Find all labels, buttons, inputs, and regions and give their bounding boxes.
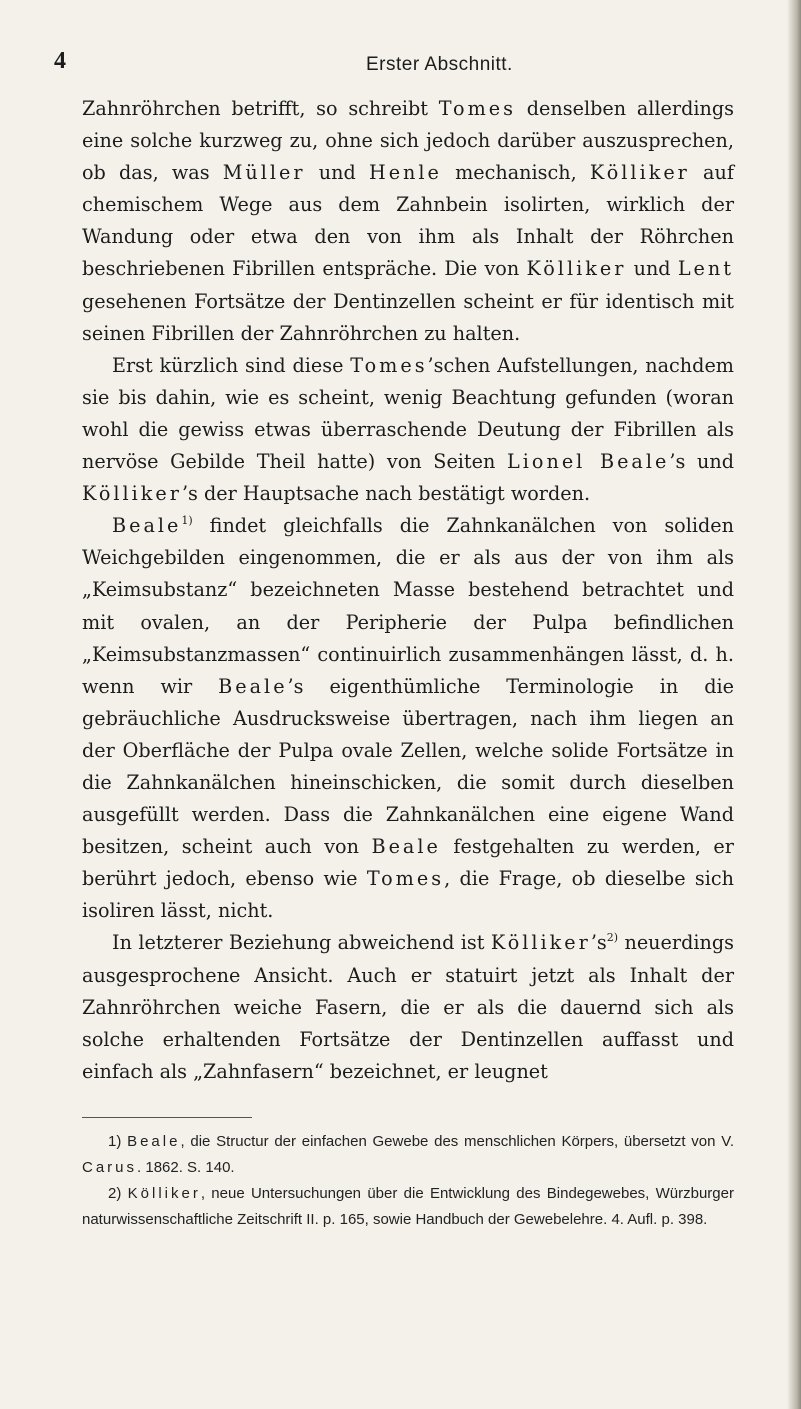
footnote-ref: 1) [181, 514, 193, 528]
author-name: Beale [112, 514, 182, 538]
footnote-ref: 2) [606, 931, 619, 945]
footnote-1: 1) Beale, die Structur der einfachen Gewebe des menschlichen Körpers, übersetzt von V. Carus. 1862. S. 140. [82, 1133, 734, 1176]
author-name: Lionel Beale [507, 450, 670, 474]
author-name: Kölliker [127, 1185, 201, 1202]
author-name: Kölliker [82, 482, 182, 506]
main-text [82, 93, 734, 1088]
author-name: Kölliker [589, 161, 690, 185]
footnote-2: 2) Kölliker, neue Untersuchungen über die Entwicklung des Bindegewebes, Würzburger naturwissenschaftliche Zeitschrift II. p. 165, sowie Handbuch der Gewebelehre. 4. Aufl. p. 398. [82, 1185, 734, 1228]
page-header [54, 48, 754, 78]
author-name: Tomes [366, 867, 445, 891]
author-name: Carus [82, 1159, 138, 1176]
page-number: 4 [54, 48, 66, 74]
author-name: Lent [677, 257, 734, 281]
author-name: Beale [218, 674, 288, 698]
paragraph-4: In letzterer Beziehung abweichend ist Kölliker’s$^{2)}$ neuerdings ausgesprochene Ansicht. Auch er statuirt jetzt als Inhalt der Zahnröhrchen weiche Fasern, die er als die dauernd sich als solche erhaltenden Fortsätze der Dentinzellen auffasst und einfach als „Zahnfasern“ bezeichnet, er leugnet [82, 931, 734, 1083]
footnotes [82, 1129, 734, 1233]
author-name: Kölliker [490, 931, 591, 955]
paragraph-1: Zahnröhrchen betrifft, so schreibt Tomes denselben allerdings eine solche kurzweg zu, ohne sich jedoch darüber auszusprechen, ob das, was Müller und Henle mechanisch, Kölliker auf chemischem Wege aus dem Zahnbein isolirten, wirklich der Wandung oder etwa den von ihm als Inhalt der Röhrchen beschriebenen Fibrillen entspräche. Die von Kölliker und Lent gesehenen Fortsätze der Dentinzellen scheint er für identisch mit seinen Fibrillen der Zahnröhrchen zu halten. [82, 97, 734, 345]
author-name: Henle [368, 161, 442, 185]
paragraph-3: Beale$^{1)}$ findet gleichfalls die Zahnkanälchen von soliden Weichgebilden eingenommen, die er als aus der von ihm als „Keimsubstanz“ bezeichneten Masse bestehend betrachtet und mit ovalen, an der Peripherie der Pulpa befindlichen „Keimsubstanzmassen“ continuirlich zusammenhängen lässt, d. h. wenn wir Beale’s eigenthümliche Terminologie in die gebräuchliche Ausdrucksweise übertragen, nach ihm liegen an der Oberfläche der Pulpa ovale Zellen, welche solide Fortsätze in die Zahnkanälchen hineinschicken, die somit durch dieselben ausgefüllt werden. Dass die Zahnkanälchen eine eigene Wand besitzen, scheint auch von Beale festgehalten zu werden, er berührt jedoch, ebenso wie Tomes, die Frage, ob dieselbe sich isoliren lässt, nicht. [82, 514, 735, 923]
page-edge-shadow [787, 0, 801, 1409]
running-head: Erster Abschnitt. [366, 54, 513, 75]
footnote-divider [82, 1117, 252, 1118]
author-name: Tomes [438, 97, 516, 120]
author-name: Kölliker [526, 257, 627, 281]
paragraph-2: Erst kürzlich sind diese Tomes’schen Aufstellungen, nachdem sie bis dahin, wie es scheint, wenig Beachtung gefunden (woran wohl die gewiss etwas überraschende Deutung der Fibrillen als nervöse Gebilde Theil hatte) von Seiten Lionel Beale’s und Kölliker’s der Hauptsache nach bestätigt worden. [82, 353, 734, 506]
author-name: Tomes [350, 353, 428, 377]
author-name: Beale [127, 1133, 181, 1150]
author-name: Müller [222, 161, 306, 185]
author-name: Beale [371, 835, 441, 859]
